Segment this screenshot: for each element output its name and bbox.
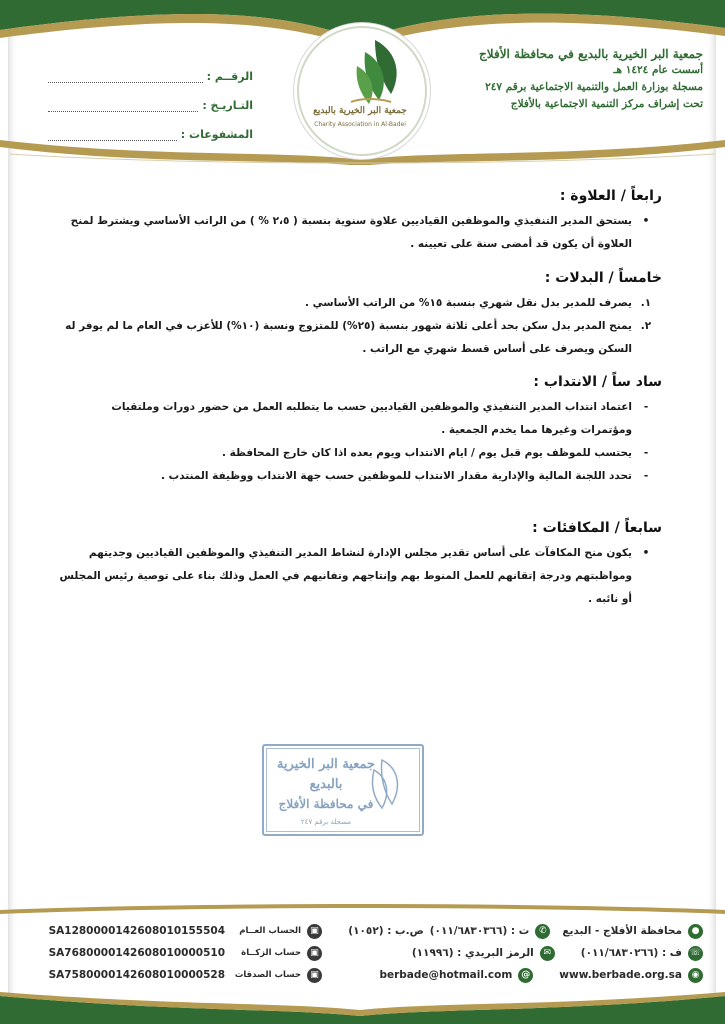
contact-row-location bbox=[348, 920, 703, 942]
ref-date-row bbox=[48, 83, 253, 112]
section-rewards bbox=[58, 520, 662, 611]
account-row bbox=[22, 942, 322, 964]
pobox-text: ص.ب : (١٠٥٢) bbox=[348, 925, 424, 937]
association-logo bbox=[297, 26, 427, 156]
account-label: الحساب العــام bbox=[239, 926, 301, 936]
logo-english-text: Charity Association in Al-Badei bbox=[314, 121, 406, 128]
leaf-emblem-icon bbox=[299, 28, 425, 154]
section-delegation bbox=[58, 374, 662, 488]
location-pin-icon: ● bbox=[688, 924, 703, 939]
ref-number-label: الرقــم : bbox=[206, 70, 253, 83]
fax-text: ف : (٠١١/٦٨٣٠٢٦٦) bbox=[580, 947, 682, 959]
dash-marker: - bbox=[643, 401, 649, 413]
logo-arabic-text: جمعية البر الخيرية بالبديع bbox=[313, 106, 407, 116]
bullet-marker: • bbox=[642, 547, 650, 559]
item-text: تحدد اللجنة المالية والإدارية مقدار الانتداب للموظفين حسب جهة الانتداب ووظيفة المنتدب . bbox=[161, 470, 632, 482]
founded-year: أسست عام ١٤٢٤ هـ bbox=[613, 64, 703, 76]
account-number: SA7580000142608010000528 bbox=[48, 969, 225, 981]
letterhead bbox=[0, 0, 725, 165]
section-title: سابعاً / المكافئات : bbox=[532, 520, 662, 536]
stamp-graphic bbox=[264, 746, 422, 834]
list-item bbox=[58, 210, 662, 256]
stamp-line-4: مسجلة برقم ٢٤٧ bbox=[300, 818, 352, 826]
section-allowance bbox=[58, 188, 662, 256]
list-item bbox=[58, 315, 662, 361]
account-label: حساب الصدقات bbox=[234, 970, 301, 980]
phone-text: ت : (٠١١/٦٨٣٠٣٦٦) bbox=[429, 925, 530, 937]
globe-icon: ◉ bbox=[688, 968, 703, 983]
account-number: SA1280000142608010155504 bbox=[48, 925, 225, 937]
list-item bbox=[58, 442, 662, 465]
list-item bbox=[58, 292, 662, 315]
account-row bbox=[22, 964, 322, 986]
bank-icon: ▣ bbox=[307, 924, 322, 939]
item-text: يكون منح المكافآت على أساس تقدير مجلس الإدارة لنشاط المدير التنفيذي والموظفين القياديين وجديتهم ومواظبتهم ودرجة إتقانهم للعمل المنوط بهم وإنتاجهم وتفانيهم في العمل وذلك بناء على توصية رئيس المجلس أو نائبه . bbox=[59, 547, 632, 605]
bullet-marker: • bbox=[642, 215, 650, 227]
bank-accounts bbox=[22, 920, 322, 986]
stamp-line-1: جمعية البر الخيرية bbox=[276, 757, 376, 772]
item-text: يحتسب للموظف يوم قبل يوم / ايام الانتداب ويوم بعده اذا كان خارج المحافظة . bbox=[221, 447, 632, 459]
stamp-line-3: في محافظة الأفلاج bbox=[278, 797, 374, 811]
fax-icon: ☏ bbox=[688, 946, 703, 961]
organization-name: جمعية البر الخيرية بالبديع في محافظة الأفلاج bbox=[479, 47, 703, 61]
ref-attachments-row bbox=[48, 112, 253, 141]
dash-marker: - bbox=[643, 470, 649, 482]
phone-icon: ✆ bbox=[535, 924, 550, 939]
number-marker: ٢. bbox=[640, 320, 652, 332]
section-allowances bbox=[58, 270, 662, 361]
email-link[interactable]: berbade@hotmail.com bbox=[379, 969, 513, 981]
bank-icon: ▣ bbox=[307, 968, 322, 983]
item-text: يستحق المدير التنفيذي والموظفين القياديين علاوة سنوية بنسبة ( ٢،٥ % ) من الراتب الأساسي ويشترط لمنح العلاوة أن يكون قد أمضى سنة على تعيينه . bbox=[70, 215, 632, 250]
section-title: رابعاً / العلاوة : bbox=[559, 188, 662, 204]
postal-text: الرمز البريدي : (١١٩٩٦) bbox=[411, 947, 534, 959]
association-stamp bbox=[262, 744, 424, 836]
list-item bbox=[58, 396, 662, 442]
ref-date-label: التـاريـخ : bbox=[202, 99, 253, 112]
ref-attachments-line bbox=[48, 131, 177, 141]
supervision-line: تحت إشراف مركز التنمية الاجتماعية بالأفلاج bbox=[510, 98, 703, 110]
account-row bbox=[22, 920, 322, 942]
reference-fields bbox=[48, 54, 253, 141]
ref-attachments-label: المشفوعات : bbox=[180, 128, 253, 141]
section-title: ساد ساً / الانتداب : bbox=[533, 374, 662, 390]
ref-number-row bbox=[48, 54, 253, 83]
list-item bbox=[58, 465, 662, 488]
item-text: يمنح المدير بدل سكن بحد أعلى ثلاثة شهور بنسبة (٢٥%) للمتزوج ونسبة (١٠%) للأعزب في العام ما لم يوفر له السكن ويصرف على أساس قسط شهري مع الراتب . bbox=[65, 320, 632, 355]
number-marker: ١. bbox=[640, 297, 652, 309]
location-text: محافظة الأفلاج - البديع bbox=[562, 925, 682, 937]
registration-line: مسجلة بوزارة العمل والتنمية الاجتماعية برقم ٢٤٧ bbox=[485, 81, 703, 93]
stamp-line-2: بالبديع bbox=[309, 777, 343, 792]
contact-row-web bbox=[373, 964, 703, 986]
dash-marker: - bbox=[643, 447, 649, 459]
contact-info bbox=[348, 920, 703, 986]
account-label: حساب الزكــاة bbox=[241, 948, 301, 958]
list-item bbox=[58, 542, 662, 611]
item-text: اعتماد انتداب المدير التنفيذي والموظفين القياديين حسب ما يتطلبه العمل من حضور دورات وملتقيات ومؤتمرات وغيرها مما يخدم الجمعية . bbox=[111, 401, 632, 436]
organization-info bbox=[423, 46, 703, 113]
letterhead-footer bbox=[0, 900, 725, 1024]
account-number: SA7680000142608010000510 bbox=[48, 947, 225, 959]
email-icon: @ bbox=[518, 968, 533, 983]
website-link[interactable]: www.berbade.org.sa bbox=[559, 969, 682, 981]
mailbox-icon: ✉ bbox=[540, 946, 555, 961]
section-title: خامساً / البدلات : bbox=[544, 270, 662, 286]
bank-icon: ▣ bbox=[307, 946, 322, 961]
ref-number-line bbox=[48, 73, 203, 83]
ref-date-line bbox=[48, 102, 198, 112]
item-text: يصرف للمدير بدل نقل شهري بنسبة ١٥% من الراتب الأساسي . bbox=[304, 297, 632, 309]
contact-row-fax bbox=[373, 942, 703, 964]
